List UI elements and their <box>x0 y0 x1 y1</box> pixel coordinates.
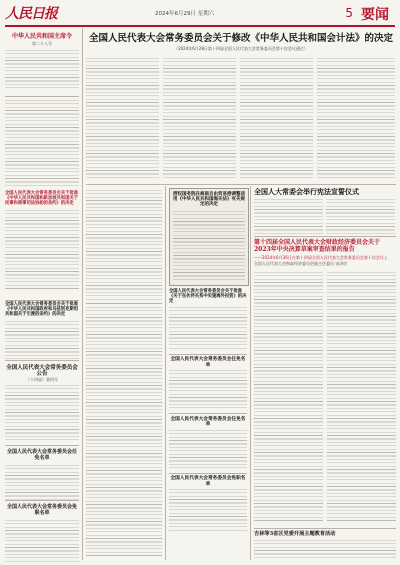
list-body-1 <box>5 465 79 501</box>
mid-left-body-1 <box>86 190 162 300</box>
divider <box>5 300 79 301</box>
column-divider <box>165 186 166 560</box>
left-body-2 <box>5 210 79 290</box>
mid-title-3: 全国人民代表大会常务委员会任免名单 <box>170 416 246 428</box>
mid-title-2: 全国人民代表大会常务委员会任免名单 <box>170 357 246 368</box>
mid-left-body-2 <box>86 307 162 557</box>
divider <box>5 96 79 97</box>
notice-number: （十四届）第四号 <box>26 376 58 382</box>
left-list-1 <box>5 450 79 501</box>
left-section-2 <box>5 192 79 290</box>
middle-titles <box>169 290 247 533</box>
divider <box>254 236 396 237</box>
bottom-news <box>254 532 396 560</box>
left-decision-title: 全国人民代表大会常务委员会关于批准《中华人民共和国和新加坡共和国关于民事和商事司法协助的条约》的决定 <box>5 191 79 206</box>
divider <box>5 445 79 446</box>
column-divider <box>250 186 251 560</box>
left-decision-title-2: 全国人民代表大会常务委员会关于批准《中华人民共和国政府和乌兹别克斯坦共和国关于引渡的条约》的决定 <box>5 302 79 317</box>
ceremony-col-2 <box>326 199 395 235</box>
divider <box>169 413 247 414</box>
dateline: 2024年6月29日 星期六 <box>155 11 215 17</box>
top-article-header <box>86 34 396 52</box>
report-subtitle: ——2024年6月26日在第十四届全国人民代表大会常务委员会第十次会议上 <box>254 254 388 260</box>
list-title-1: 全国人民代表大会常务委员会任免名单 <box>6 449 77 461</box>
notice-body <box>5 385 79 441</box>
ceremony-body <box>254 199 396 235</box>
mid-body-4 <box>169 489 247 533</box>
presidential-order-number: 第二十八号 <box>32 40 52 46</box>
top-body-col-1 <box>86 58 159 180</box>
divider <box>86 303 162 304</box>
list-title-2: 全国人民代表大会常务委员会免职名单 <box>6 504 77 516</box>
newspaper-logo: 人民日报 <box>5 6 57 22</box>
ceremony-title: 全国人大常委会举行宪法宣誓仪式 <box>254 187 359 196</box>
box-title: 授权国务院在海南自由贸易港调整适用《中华人民共和国海关法》有关规定的决定 <box>173 192 245 208</box>
mid-title-1: 全国人民代表大会常务委员会关于批准《关于在伙伴关系中实施海外投资》的决定 <box>169 289 247 304</box>
left-section-3 <box>5 303 79 361</box>
divider <box>254 528 396 529</box>
page-number: 5 <box>345 6 353 20</box>
bottom-news-body <box>254 540 396 560</box>
list-body-2 <box>5 520 79 564</box>
masthead <box>5 3 395 27</box>
left-body-1 <box>5 100 79 188</box>
report-col-2 <box>327 272 396 522</box>
top-body-col-2 <box>163 58 236 180</box>
notice-title: 全国人民代表大会常务委员会公告 <box>6 365 78 378</box>
left-list-2 <box>5 505 79 564</box>
mid-body-3 <box>169 430 247 470</box>
mid-body-1 <box>169 307 247 351</box>
boxed-decision <box>169 188 249 286</box>
ceremony-col-1 <box>254 199 323 235</box>
left-column <box>5 30 79 90</box>
bottom-news-title: 吉林等3省区党委开展主题教育活动 <box>254 531 336 537</box>
divider <box>86 184 396 185</box>
divider <box>5 500 79 501</box>
top-headline: 全国人民代表大会常务委员会关于修改《中华人民共和国会计法》的决定 <box>88 33 393 44</box>
divider <box>169 354 247 355</box>
report-header <box>254 240 396 266</box>
top-subline: （2024年6月28日第十四届全国人民代表大会常务委员会第十次会议通过） <box>174 45 308 51</box>
order-body <box>5 50 79 90</box>
mid-title-4: 全国人民代表大会常务委员会免职名单 <box>170 476 246 487</box>
divider <box>169 473 247 474</box>
report-byline: 全国人民代表大会财政经济委员会副主任委员 宋泽民 <box>254 260 348 266</box>
column-divider <box>82 28 83 560</box>
left-body-3 <box>5 321 79 361</box>
box-body <box>173 211 245 281</box>
divider <box>5 360 79 361</box>
page-section: 要闻 <box>361 7 389 23</box>
top-body-col-3 <box>240 58 313 180</box>
notice-section <box>5 365 79 441</box>
report-col-1 <box>254 272 323 522</box>
mid-body-2 <box>169 370 247 410</box>
top-body-col-4 <box>317 58 395 180</box>
report-title: 第十四届全国人民代表大会财政经济委员会关于2023年中央决算草案审查结果的报告 <box>254 239 381 253</box>
presidential-order-title: 中华人民共和国主席令 <box>11 33 72 40</box>
ceremony-article <box>254 188 396 235</box>
